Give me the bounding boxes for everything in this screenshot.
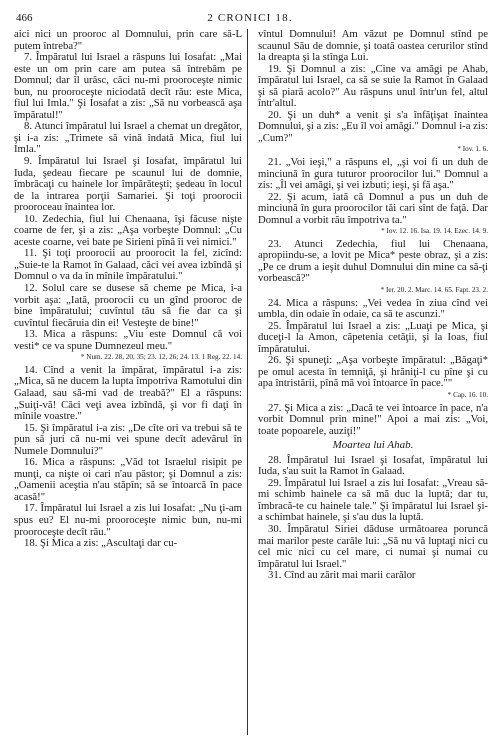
verse-paragraph: 7. Împăratul lui Israel a răspuns lui Iosafat: „Mai este un om prin care am putea să întrebăm pe Domnul; dar îl urăsc, căci nu-mi prooroceşte nimic bun, nu prooroceşte niciodată decît rău: este Mica, fiul lui Imla." Şi Iosafat a zis: „Să nu vorbească aşa împăratul!": [14, 51, 242, 121]
page-number: 466: [16, 12, 33, 24]
verse-paragraph: 19. Şi Domnul a zis: „Cine va amăgi pe Ahab, împăratul lui Israel, ca să se suie la Ramot în Galaad şi să piară acolo?" Au răspuns unul într'un fel, altul într'altul.: [258, 62, 488, 110]
verse-paragraph: 16. Mica a răspuns: „Văd tot Israelul risipit pe munţi, ca nişte oi cari n'au păstor; şi Domnul a zis: „Oamenii aceştia n'au stăpîn; să se întoarcă în pace acasă!": [14, 456, 242, 503]
cross-reference: * Iov. 1. 6.: [457, 145, 488, 154]
cross-reference: * Ier. 20. 2. Marc. 14. 65. Fapt. 23. 2.: [380, 286, 488, 295]
verse-paragraph: 15. Şi împăratul i-a zis: „De cîte ori va trebui să te pun să juri că nu-mi vei spune decît adevărul în Numele Domnului?": [14, 421, 242, 457]
left-column: [14, 29, 242, 550]
verse-paragraph: 30. Împăratul Siriei dăduse următoarea poruncă mai marilor peste carăle lui: „Să nu vă luptaţi nici cu cel mic nici cu cel mare, ci numai şi numai cu împăratul lui Israel.": [258, 522, 488, 570]
right-column: [258, 29, 488, 582]
verse-paragraph: 11. Şi toţi proorocii au proorocit la fel, zicînd: „Suie-te la Ramot în Galaad, căci vei avea izbîndă şi Domnul o va da în mînile împăratului.": [14, 247, 242, 283]
verse-paragraph: 23. Atunci Zedechia, fiul lui Chenaana, apropiindu-se, a lovit pe Mica* peste obraz, şi a zis: „Pe ce drum a ieşit duhul Domnului din mine ca să-ţi vorbească?": [258, 237, 488, 285]
verse-paragraph: 17. Împăratul lui Israel a zis lui Iosafat: „Nu ţi-am spus eu? El nu-mi prooroceşte nimic bun, nu-mi prooroceşte decît rău.": [14, 502, 242, 538]
verse-paragraph: 22. Şi acum, iată că Domnul a pus un duh de minciună în gura proorocilor tăi cari sînt de faţă. Dar Domnul a vorbit rău împotriva ta.": [258, 190, 488, 226]
section-heading: Moartea lui Ahab.: [332, 439, 414, 452]
verse-paragraph: 31. Cînd au zărit mai marii carălor: [268, 569, 416, 582]
verse-paragraph: 28. Împăratul lui Israel şi Iosafat, împăratul lui Iuda, s'au suit la Ramot în Galaad.: [258, 453, 488, 478]
verse-paragraph: 12. Solul care se dusese să cheme pe Mica, i-a vorbit aşa: „Iată, proorocii cu un gînd prooroc de bine împăratului; cuvîntul tău să fie dar ca şi cuvîntul fiecăruia din ei! Vesteşte de bine!": [14, 282, 242, 329]
verse-paragraph: 10. Zedechia, fiul lui Chenaana, îşi făcuse nişte coarne de fer, şi a zis: „Aşa vorbeşte Domnul: „Cu aceste coarne, vei bate pe Sirieni pînă îi vei nimici.": [14, 212, 242, 248]
verse-paragraph: 21. „Voi ieşi," a răspuns el, „şi voi fi un duh de minciună în gura tuturor proorocilor lui." Domnul a zis: „Îl vei amăgi, şi vei izbuti; ieşi, şi fă aşa.": [258, 156, 488, 192]
verse-paragraph: 9. Împăratul lui Israel şi Iosafat, împăratul lui Iuda, şedeau fiecare pe scaunul lui de domnie, îmbrăcaţi cu hainele lor împărăteşti; şedeau în locul de la intrarea porţii Samariei. Şi toţi proorocii prooroceau înaintea lor.: [14, 155, 242, 214]
verse-paragraph: 25. Împăratul lui Israel a zis: „Luaţi pe Mica, şi duceţi-l la Amon, căpetenia cetăţii, şi la Ioas, fiul împăratului.: [258, 319, 488, 355]
verse-paragraph: 20. Şi un duh* a venit şi s'a înfăţişat înaintea Domnului, şi a zis: „Eu îl voi amăgi." Domnul i-a zis: „Cum?": [258, 108, 488, 144]
cross-reference: * Iov. 12. 16. Isa. 19. 14. Ezec. 14. 9.: [381, 227, 488, 236]
column-divider: [247, 29, 248, 735]
verse-paragraph: aici nici un prooroc al Domnului, prin care să-L putem întreba?": [14, 28, 242, 52]
verse-paragraph: 8. Atunci împăratul lui Israel a chemat un dregător, şi i-a zis: „Trimete să vină îndată Mica, fiul lui Imla.": [14, 120, 242, 156]
verse-paragraph: 18. Şi Mica a zis: „Ascultaţi dar cu-: [24, 537, 178, 550]
verse-paragraph: 14. Cînd a venit la împărat, împăratul i-a zis: „Mica, să ne ducem la lupta împotriva Ramotului din Galaad, sau să-mi vad de treabă?" El a răspuns: „Suiţi-vă! Căci veţi avea izbîndă, şi vor fi daţi în mînile voastre.": [14, 363, 242, 423]
verse-paragraph: 24. Mica a răspuns: „Vei vedea în ziua cînd vei umbla, din odaie în odaie, ca să te ascunzi.": [258, 296, 488, 321]
cross-reference: * Cap. 16. 10.: [447, 390, 488, 399]
verse-paragraph: 29. Împăratul lui Israel a zis lui Iosafat: „Vreau să-mi schimb hainele ca să mă duc la luptă; dar tu, îmbracă-te cu hainele tale." Şi împăratul lui Israel şi-a schimbat hainele, şi s'au dus la luptă.: [258, 476, 488, 524]
verse-paragraph: vîntul Domnului! Am văzut pe Domnul stînd pe scaunul Său de domnie, şi toată oastea cerurilor stînd la dreapta şi la stînga Lui.: [258, 28, 488, 64]
verse-paragraph: 26. Şi spuneţi: „Aşa vorbeşte împăratul: „Băgaţi* pe omul acesta în temniţă, şi hrăniţi-l cu pîne şi cu apa întristării, pînă mă voi întoarce în pace."": [258, 354, 488, 390]
verse-paragraph: 27. Şi Mica a zis: „Dacă te vei întoarce în pace, n'a vorbit Domnul prin mine!" Apoi a mai zis: „Voi, toate popoarele, auziţi!": [258, 401, 488, 437]
running-head: 2 CRONICI 18.: [207, 12, 293, 24]
verse-paragraph: 13. Mica a răspuns: „Viu este Domnul că voi vesti* ce va spune Dumnezeul meu.": [14, 328, 242, 352]
page-header: [16, 12, 484, 26]
cross-reference: * Num. 22. 28, 20, 35; 23. 12, 26; 24. 13. 1 Reg. 22. 14.: [80, 353, 242, 362]
